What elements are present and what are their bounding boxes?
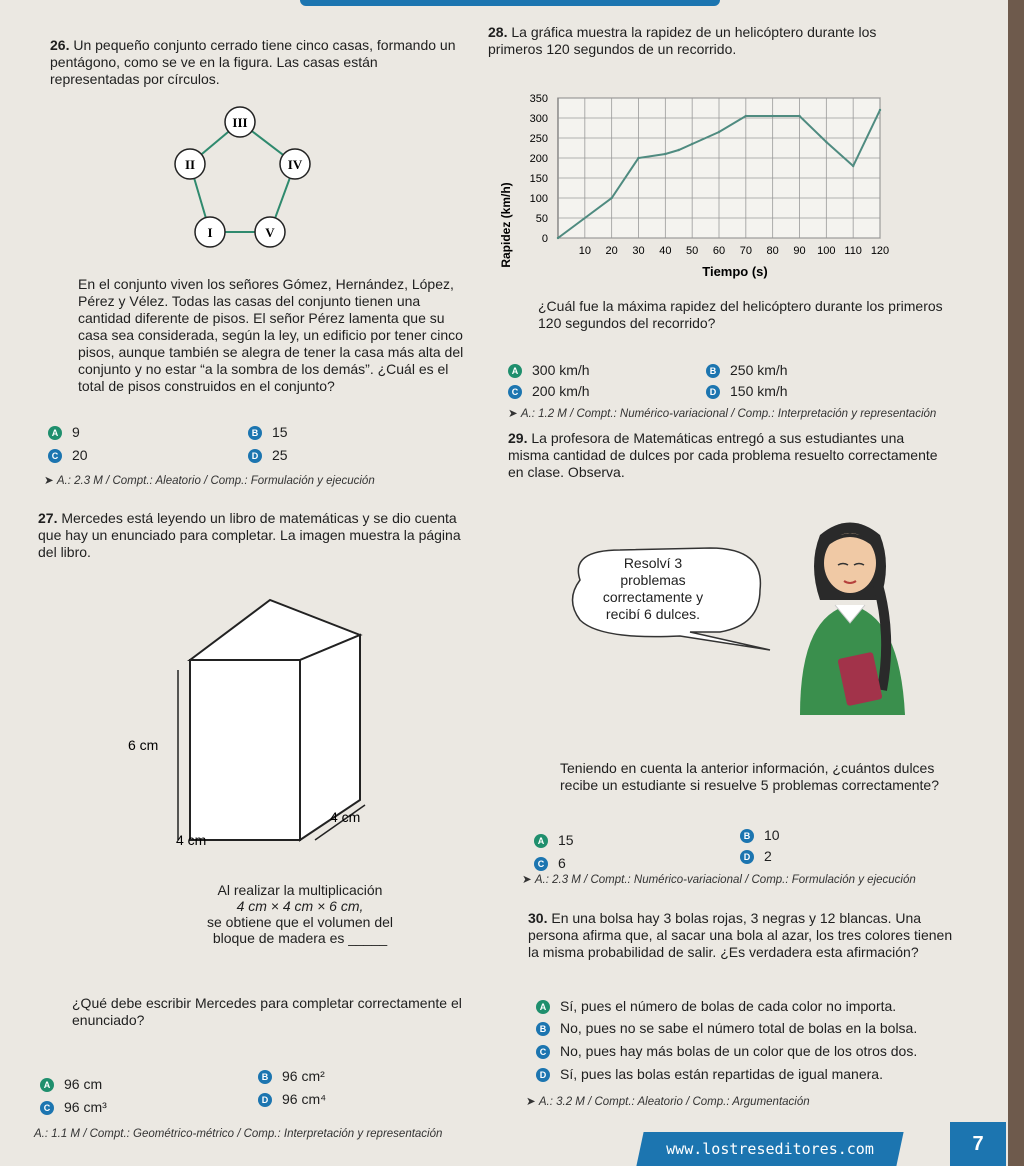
q28-meta: ➤ A.: 1.2 M / Compt.: Numérico-variacional / Comp.: Interpretación y representación (508, 408, 937, 420)
x-axis-label: Tiempo (s) (702, 264, 768, 279)
y-tick-label: 200 (529, 153, 548, 165)
x-tick-label: 110 (844, 245, 862, 257)
speed-data-point (664, 153, 666, 155)
speech-bubble-text: Resolví 3 problemas correctamente y recibí 6 dulces. (602, 555, 704, 622)
house-V (255, 217, 285, 247)
y-tick-label: 0 (541, 233, 548, 245)
q30-intro: 30. En una bolsa hay 3 bolas rojas, 3 negras y 12 blancas. Una persona afirma que, al sacar una bola al azar, los tres colores tienen la misma probabilidad de salir. ¿Es verdadera esta afirmación? (528, 910, 953, 960)
y-axis-label: Rapidez (km/h) (499, 182, 513, 268)
speed-line-chart (480, 80, 920, 290)
q29-intro: 29. La profesora de Matemáticas entregó a sus estudiantes una misma cantidad de dulces por cada problema resuelto correctamente en clase. Observa. (508, 430, 938, 480)
speed-data-point (852, 165, 854, 167)
q30-number: 30. (528, 910, 548, 926)
q29-question: Teniendo en cuenta la anterior información, ¿cuántos dulces recibe un estudiante si resuelve 5 problemas correctamente? (560, 760, 939, 793)
q26-body: En el conjunto viven los señores Gómez, Hernández, López, Pérez y Vélez. Todas las casas del conjunto tienen una cantidad diferente de pisos. El señor Pérez lamenta que su casa sea considerada, según la ley, un edificio por tener cinco pisos, aunque también se alegra de tener la casa más alta del conjunto y no estar “a la sombra de los demás”. ¿Cuál es el total de pisos construidos en el conjunto? (78, 276, 464, 394)
x-tick-label: 40 (659, 245, 672, 257)
q29-option-c[interactable]: C 6 (534, 855, 566, 871)
q30-option-c[interactable]: C No, pues hay más bolas de un color que de los otros dos. (536, 1043, 917, 1059)
speed-data-point (879, 109, 881, 111)
page-number: 7 (950, 1122, 1006, 1166)
q27-intro: 27. Mercedes está leyendo un libro de matemáticas y se dio cuenta que hay un enunciado para completar. La imagen muestra la página del libro. (38, 510, 461, 560)
x-tick-label: 120 (870, 245, 890, 257)
q28-option-a[interactable]: A 300 km/h (508, 362, 590, 378)
speed-data-point (718, 131, 720, 133)
x-tick-label: 20 (605, 245, 618, 257)
x-tick-label: 60 (712, 245, 726, 257)
q26-meta: ➤ A.: 2.3 M / Compt.: Aleatorio / Comp.: Formulación y ejecución (44, 475, 375, 487)
x-tick-label: 90 (793, 245, 806, 257)
x-tick-label: 50 (686, 245, 699, 257)
q26-intro (50, 37, 468, 88)
option-d-badge: D (248, 449, 262, 463)
q29-number: 29. (508, 430, 528, 446)
pentagon-diagram (160, 100, 340, 250)
speed-data-point (557, 237, 559, 239)
house-IV (280, 149, 310, 179)
q28-option-d[interactable]: D 150 km/h (706, 383, 788, 399)
q27-option-b[interactable]: B 96 cm² (258, 1068, 325, 1084)
q27-meta: A.: 1.1 M / Compt.: Geométrico-métrico / Comp.: Interpretación y representación (34, 1128, 443, 1140)
q28-intro: 28. La gráfica muestra la rapidez de un helicóptero durante los primeros 120 segundos de un recorrido. (488, 24, 877, 57)
y-tick-label: 350 (529, 93, 548, 105)
svg-text:III: III (232, 115, 248, 130)
q30-meta: ➤ A.: 3.2 M / Compt.: Aleatorio / Comp.: Argumentación (526, 1096, 810, 1108)
q27-question: ¿Qué debe escribir Mercedes para completar correctamente el enunciado? (72, 995, 462, 1028)
q29-option-b[interactable]: B 10 (740, 827, 780, 843)
y-tick-label: 50 (535, 213, 548, 225)
q27-option-d[interactable]: D 96 cm⁴ (258, 1091, 326, 1107)
q30-option-d[interactable]: D Sí, pues las bolas están repartidas de igual manera. (536, 1066, 883, 1082)
speed-data-point (798, 115, 800, 117)
svg-text:II: II (184, 157, 196, 172)
speed-data-point (691, 143, 693, 145)
q27-number: 27. (38, 510, 58, 526)
x-tick-label: 80 (766, 245, 779, 257)
prism-diagram (110, 590, 370, 860)
q26-option-a[interactable]: A 9 (48, 424, 80, 440)
q29-meta: ➤ A.: 2.3 M / Compt.: Numérico-variacional / Comp.: Formulación y ejecución (522, 874, 916, 886)
height-label: 6 cm (128, 737, 159, 753)
speed-data-point (771, 115, 773, 117)
student-girl-illustration (780, 505, 920, 725)
svg-text:V: V (265, 225, 275, 240)
q30-option-a[interactable]: A Sí, pues el número de bolas de cada color no importa. (536, 998, 896, 1014)
house-I (195, 217, 225, 247)
y-tick-label: 100 (529, 193, 548, 205)
svg-text:I: I (207, 225, 213, 240)
q27-fill-statement: Al realizar la multiplicación 4 cm × 4 cm × 6 cm, se obtiene que el volumen del bloque de madera es _____ (206, 882, 394, 946)
option-a-badge: A (48, 426, 62, 440)
q29-option-a[interactable]: A 15 (534, 832, 574, 848)
x-tick-label: 10 (578, 245, 591, 257)
q29-option-d[interactable]: D 2 (740, 848, 772, 864)
width-label: 4 cm (176, 832, 207, 848)
x-tick-label: 70 (739, 245, 752, 257)
top-accent-bar (300, 0, 720, 6)
q26-option-d[interactable]: D 25 (248, 447, 288, 463)
q27-option-a[interactable]: A 96 cm (40, 1076, 102, 1092)
speed-data-point (637, 157, 639, 159)
y-tick-label: 300 (529, 113, 548, 125)
q28-number: 28. (488, 24, 508, 40)
q27-option-c[interactable]: C 96 cm³ (40, 1099, 107, 1115)
speed-data-point (610, 197, 612, 199)
svg-text:IV: IV (287, 157, 303, 172)
q30-option-b[interactable]: B No, pues no se sabe el número total de bolas en la bolsa. (536, 1020, 917, 1036)
option-b-badge: B (248, 426, 262, 440)
x-tick-label: 100 (817, 245, 836, 257)
speed-data-point (825, 141, 827, 143)
option-c-badge: C (48, 449, 62, 463)
q26-option-c[interactable]: C 20 (48, 447, 88, 463)
q26-option-b[interactable]: B 15 (248, 424, 288, 440)
house-II (175, 149, 205, 179)
y-tick-label: 150 (529, 173, 548, 185)
house-III (225, 107, 255, 137)
speed-data-point (678, 149, 680, 151)
footer-url[interactable]: www.lostreseditores.com (666, 1140, 874, 1158)
q28-option-c[interactable]: C 200 km/h (508, 383, 590, 399)
x-tick-label: 30 (632, 245, 645, 257)
chevron-right-icon: ➤ (44, 475, 57, 487)
depth-label: 4 cm (330, 809, 361, 825)
y-tick-label: 250 (529, 133, 548, 145)
q26-intro-text: Un pequeño conjunto cerrado tiene cinco casas, formando un pentágono, como se ve en la figura. Las casas están representadas por círculos. (50, 37, 456, 87)
speed-data-point (745, 115, 747, 117)
q28-option-b[interactable]: B 250 km/h (706, 362, 788, 378)
q28-question: ¿Cuál fue la máxima rapidez del helicóptero durante los primeros 120 segundos del recorrido? (538, 298, 943, 331)
q26-number: 26. (50, 37, 70, 53)
pentagon-outline (190, 122, 295, 232)
